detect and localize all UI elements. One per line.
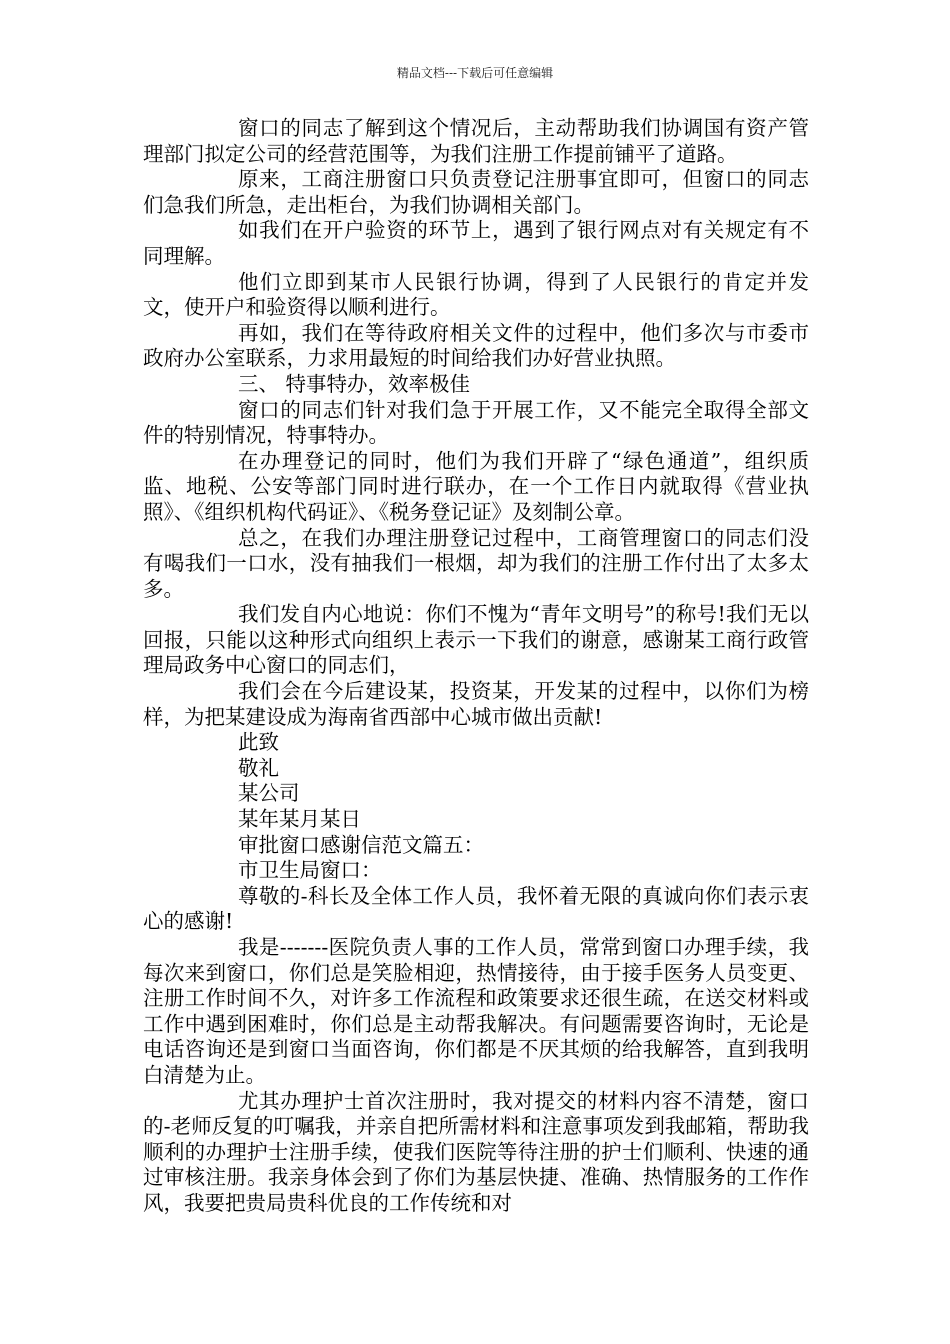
letter-recipient: 市卫生局窗口：: [238, 858, 382, 883]
paragraph: 他们立即到某市人民银行协调，得到了人民银行的肯定并发文，使开户和验资得以顺利进行。: [143, 269, 809, 320]
closing-salutation: 此致: [238, 730, 279, 755]
paragraph: 尤其办理护士首次注册时，我对提交的材料内容不清楚，窗口的-老师反复的叮嘱我，并亲自把所需材料和注意事项发到我邮箱，帮助我顺利的办理护士注册手续，使我们医院等待注册的护士们顺利、快速的通过审核注册。我亲身体会到了你们为基层快捷、准确、热情服务的工作作风，我要把贵局贵科优良的工作传统和对: [143, 1088, 809, 1215]
signature-company: 某公司: [238, 781, 300, 806]
paragraph: 我们会在今后建设某，投资某，开发某的过程中，以你们为榜样，为把某建设成为海南省西部中心城市做出贡献!: [143, 679, 809, 729]
paragraph: 原来，工商注册窗口只负责登记注册事宜即可，但窗口的同志们急我们所急，走出柜台，为我们协调相关部门。: [143, 167, 809, 217]
paragraph: 我们发自内心地说：你们不愧为“青年文明号”的称号!我们无以回报，只能以这种形式向组织上表示一下我们的谢意，感谢某工商行政管理局政务中心窗口的同志们，: [143, 602, 809, 678]
paragraph: 窗口的同志了解到这个情况后，主动帮助我们协调国有资产管理部门拟定公司的经营范围等，为我们注册工作提前铺平了道路。: [143, 116, 809, 166]
signature-date: 某年某月某日: [238, 807, 361, 832]
paragraph: 在办理登记的同时，他们为我们开辟了“绿色通道”，组织质监、地税、公安等部门同时进行联办，在一个工作日内就取得《营业执照》、《组织机构代码证》、《税务登记证》及刻制公章。: [143, 448, 809, 524]
paragraph: 窗口的同志们针对我们急于开展工作，又不能完全取得全部文件的特别情况，特事特办。: [143, 397, 809, 448]
closing-regards: 敬礼: [238, 755, 279, 780]
paragraph: 如我们在开户验资的环节上，遇到了银行网点对有关规定有不同理解。: [143, 218, 809, 268]
article-title: 审批窗口感谢信范文篇五：: [238, 832, 484, 857]
paragraph: 尊敬的-科长及全体工作人员，我怀着无限的真诚向你们表示衷心的感谢!: [143, 883, 809, 934]
page-header: 精品文档---下载后可任意编辑: [396, 66, 554, 80]
paragraph: 再如，我们在等待政府相关文件的过程中，他们多次与市委市政府办公室联系，力求用最短的时间给我们办好营业执照。: [143, 320, 809, 371]
document-body: [143, 116, 809, 1217]
section-heading: 三、 特事特办，效率极佳: [238, 371, 471, 396]
paragraph: 总之，在我们办理注册登记过程中，工商管理窗口的同志们没有喝我们一口水，没有抽我们一根烟，却为我们的注册工作付出了太多太多。: [143, 525, 809, 601]
paragraph: 我是-------医院负责人事的工作人员，常常到窗口办理手续，我每次来到窗口，你们总是笑脸相迎，热情接待，由于接手医务人员变更、注册工作时间不久，对许多工作流程和政策要求还很生疏，在送交材料或工作中遇到困难时，你们总是主动帮我解决。有问题需要咨询时，无论是电话咨询还是到窗口当面咨询，你们都是不厌其烦的给我解答，直到我明白清楚为止。: [143, 935, 809, 1087]
